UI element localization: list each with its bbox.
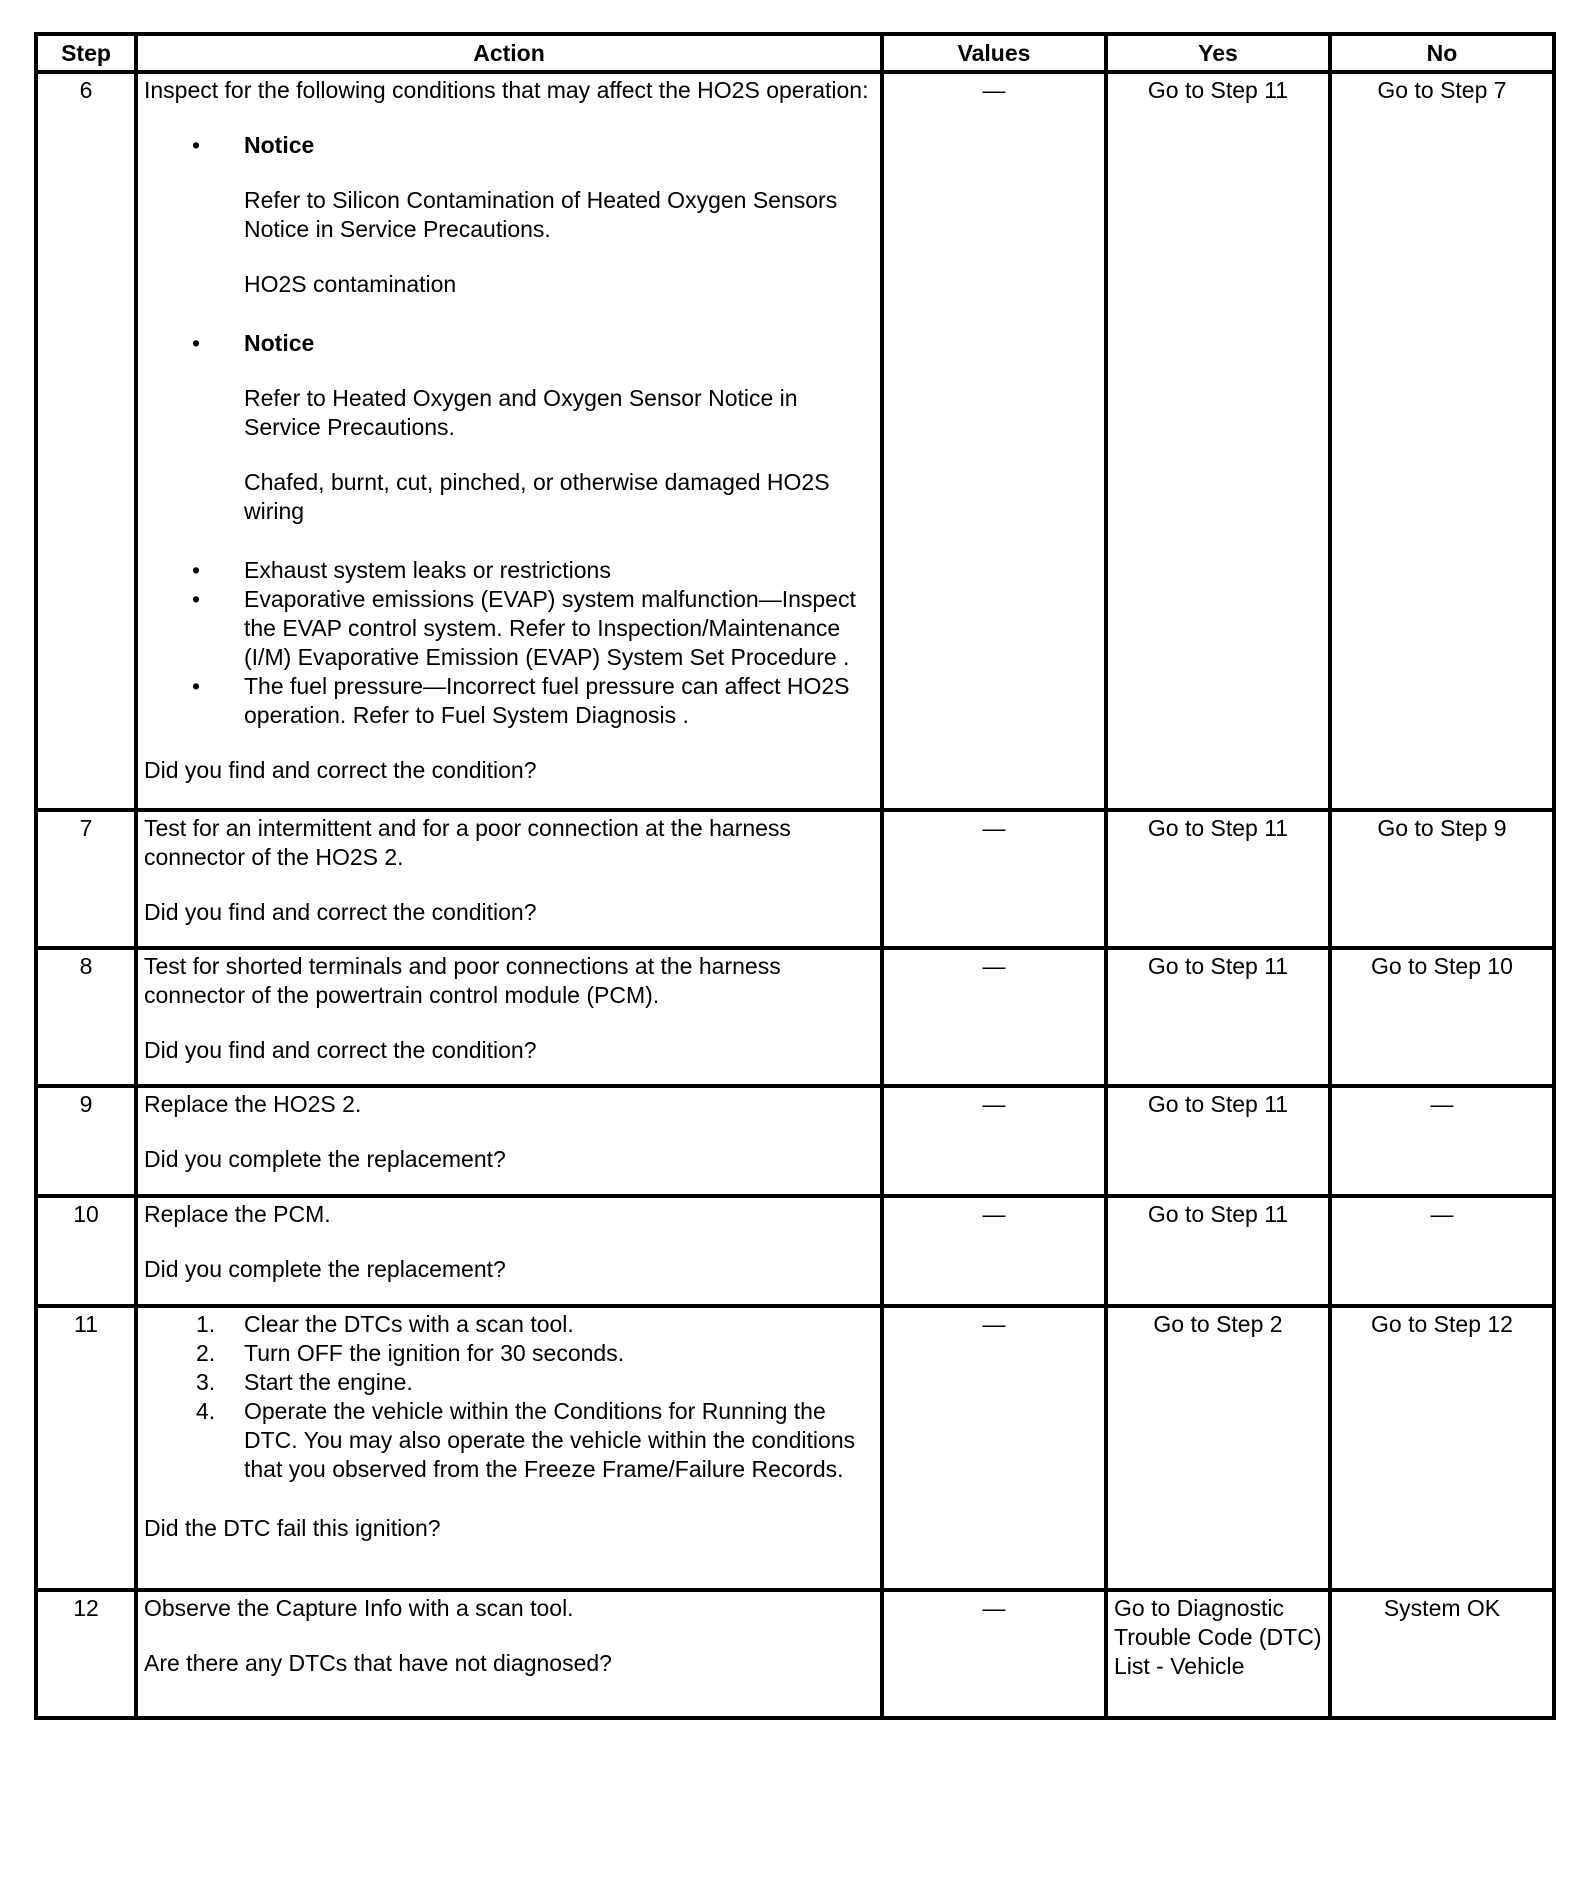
yes-cell: Go to Step 11: [1106, 810, 1330, 948]
action-text: Test for shorted terminals and poor connections at the harness connector of the powertrain control module (PCM).: [144, 953, 781, 1008]
list-number: 3.: [196, 1369, 216, 1395]
values-cell: —: [882, 810, 1106, 948]
bullet-icon: •: [192, 586, 201, 612]
list-item-text: Clear the DTCs with a scan tool.: [244, 1311, 574, 1337]
list-item: [144, 556, 874, 585]
step-number: 6: [36, 72, 136, 810]
list-number: 4.: [196, 1398, 216, 1424]
action-question: Did you complete the replacement?: [144, 1146, 506, 1172]
list-item: [144, 1339, 874, 1368]
header-row: [36, 34, 1554, 72]
step-number: 9: [36, 1086, 136, 1196]
no-cell: Go to Step 10: [1330, 948, 1554, 1086]
action-intro: Inspect for the following conditions that may affect the HO2S operation:: [144, 77, 869, 103]
list-item: [144, 1368, 874, 1397]
no-cell: Go to Step 9: [1330, 810, 1554, 948]
bullet-icon: •: [192, 330, 201, 356]
action-question: Did you complete the replacement?: [144, 1256, 506, 1282]
values-cell: —: [882, 1196, 1106, 1306]
header-values: Values: [882, 34, 1106, 72]
list-item-text: Operate the vehicle within the Conditions for Running the DTC. You may also operate the vehicle within the conditions that you observed from the Freeze Frame/Failure Records.: [244, 1398, 856, 1482]
action-question: Did the DTC fail this ignition?: [144, 1515, 441, 1541]
action-question: Did you find and correct the condition?: [144, 899, 537, 925]
list-item-text: Start the engine.: [244, 1369, 413, 1395]
values-cell: —: [882, 1306, 1106, 1590]
yes-cell: Go to Step 11: [1106, 1196, 1330, 1306]
action-cell: [136, 948, 882, 1086]
bullet-list: [144, 131, 874, 160]
yes-cell: Go to Step 11: [1106, 1086, 1330, 1196]
header-no: No: [1330, 34, 1554, 72]
no-cell: —: [1330, 1196, 1554, 1306]
list-item-text: Exhaust system leaks or restrictions: [244, 557, 611, 583]
header-action: Action: [136, 34, 882, 72]
bullet-icon: •: [192, 557, 201, 583]
values-cell: —: [882, 1086, 1106, 1196]
action-text: Replace the PCM.: [144, 1201, 331, 1227]
list-item: [144, 585, 874, 672]
table-row: [36, 1590, 1554, 1718]
notice-heading: Notice: [244, 330, 315, 356]
list-item-text: The fuel pressure—Incorrect fuel pressure can affect HO2S operation. Refer to Fuel System Diagnosis .: [244, 673, 850, 728]
table-row: [36, 72, 1554, 810]
table-row: [36, 948, 1554, 1086]
list-item-text: Evaporative emissions (EVAP) system malfunction—Inspect the EVAP control system. Refer to Inspection/Maintenance (I/M) Evaporative Emission (EVAP) System Set Procedure .: [244, 586, 856, 670]
action-text: Observe the Capture Info with a scan tool.: [144, 1595, 574, 1621]
step-number: 11: [36, 1306, 136, 1590]
step-number: 12: [36, 1590, 136, 1718]
diagnostic-table: [34, 32, 1556, 1720]
no-cell: Go to Step 7: [1330, 72, 1554, 810]
list-number: 1.: [196, 1311, 216, 1337]
yes-cell: Go to Step 11: [1106, 72, 1330, 810]
list-item: [144, 672, 874, 730]
step-number: 7: [36, 810, 136, 948]
notice-text: Refer to Silicon Contamination of Heated Oxygen Sensors Notice in Service Precautions.: [244, 187, 838, 242]
list-item: [144, 329, 874, 358]
yes-cell: Go to Step 11: [1106, 948, 1330, 1086]
table-row: [36, 1086, 1554, 1196]
list-item: [144, 1310, 874, 1339]
action-question: Did you find and correct the condition?: [144, 757, 537, 783]
action-cell: [136, 1086, 882, 1196]
notice-heading: Notice: [244, 132, 315, 158]
bullet-list: [144, 329, 874, 358]
notice-item: HO2S contamination: [244, 271, 457, 297]
action-text: Test for an intermittent and for a poor connection at the harness connector of the HO2S 2.: [144, 815, 791, 870]
bullet-list: [144, 556, 874, 730]
header-yes: Yes: [1106, 34, 1330, 72]
yes-cell: Go to Step 2: [1106, 1306, 1330, 1590]
list-item-text: Turn OFF the ignition for 30 seconds.: [244, 1340, 625, 1366]
action-cell: [136, 810, 882, 948]
table-row: [36, 1306, 1554, 1590]
no-cell: Go to Step 12: [1330, 1306, 1554, 1590]
table-row: [36, 1196, 1554, 1306]
notice-item: Chafed, burnt, cut, pinched, or otherwise damaged HO2S wiring: [244, 469, 830, 524]
values-cell: —: [882, 72, 1106, 810]
step-number: 8: [36, 948, 136, 1086]
bullet-icon: •: [192, 673, 201, 699]
step-number: 10: [36, 1196, 136, 1306]
values-cell: —: [882, 1590, 1106, 1718]
table-row: [36, 810, 1554, 948]
header-step: Step: [36, 34, 136, 72]
numbered-list: [144, 1310, 874, 1484]
notice-text: Refer to Heated Oxygen and Oxygen Sensor Notice in Service Precautions.: [244, 385, 798, 440]
list-item: [144, 1397, 874, 1484]
action-cell: [136, 1196, 882, 1306]
list-number: 2.: [196, 1340, 216, 1366]
action-question: Are there any DTCs that have not diagnosed?: [144, 1650, 612, 1676]
action-question: Did you find and correct the condition?: [144, 1037, 537, 1063]
values-cell: —: [882, 948, 1106, 1086]
table-header: [36, 34, 1554, 72]
list-item: [144, 131, 874, 160]
yes-cell: Go to Diagnostic Trouble Code (DTC) List - Vehicle: [1106, 1590, 1330, 1718]
action-cell: [136, 1306, 882, 1590]
action-cell: [136, 1590, 882, 1718]
action-cell: [136, 72, 882, 810]
no-cell: —: [1330, 1086, 1554, 1196]
no-cell: System OK: [1330, 1590, 1554, 1718]
bullet-icon: •: [192, 132, 201, 158]
action-text: Replace the HO2S 2.: [144, 1091, 362, 1117]
